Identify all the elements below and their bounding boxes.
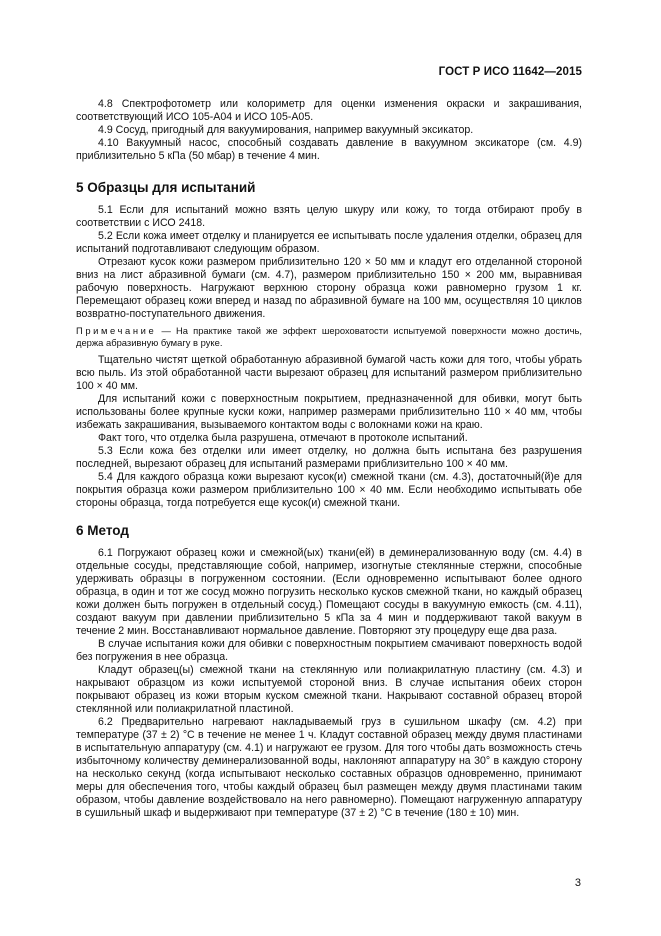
paragraph-5-2-a: Отрезают кусок кожи размером приблизительно 120 × 50 мм и кладут его отделанной стороной вниз на лист абразивной бумаги (см. 4.7), размером приблизительно 150 × 200 мм, выравнивая рабочую поверхность. Нагружают верхнюю сторону образца кожи равномерно грузом 1 кг. Перемещают образец кожи вперед и назад по абразивной бумаге на 100 мм, осуществляя 10 циклов возвратно-поступательного движения. [76, 256, 582, 320]
page-number: 3 [574, 877, 581, 889]
paragraph-5-2-d: Факт того, что отделка была разрушена, отмечают в протоколе испытаний. [98, 432, 468, 444]
paragraph-6-1-b: Кладут образец(ы) смежной ткани на стеклянную или полиакрилатную пластину (см. 4.3) и накрывают образцом из кожи испытуемой стороной вниз. В случае испытания обеих сторон покрывают образец из кожи вторым куском смежной ткани. Накрывают составной образец второй стеклянной или полиакрилатной пластиной. [76, 664, 582, 715]
paragraph-4-8: 4.8 Спектрофотометр или колориметр для оценки изменения окраски и закрашивания, соответствующий ИСО 105-A04 и ИСО 105-A05. [76, 98, 582, 123]
note [76, 325, 582, 349]
paragraph-6-2: 6.2 Предварительно нагревают накладываемый груз в сушильном шкафу (см. 4.2) при температуре (37 ± 2) °C в течение не менее 1 ч. Кладут составной образец между двумя пластинами в испытательную аппаратуру (см. 4.1) и нагружают ее грузом. Для того чтобы дать возможность стечь избыточному количеству деминерализованной воды, наклоняют аппаратуру на 30° в каждую сторону на несколько секунд (когда испытывают несколько составных образцов одновременно, принимают меры для обеспечения того, чтобы каждый образец был размещен между двумя пластинами таким образом, чтобы давление воздействовало на него равномерно). Помещают нагруженную аппаратуру в сушильный шкаф и выдерживают при температуре (37 ± 2) °C в течение (180 ± 10) мин. [76, 716, 582, 819]
paragraph-5-1: 5.1 Если для испытаний можно взять целую шкуру или кожу, то тогда отбирают пробу в соответствии с ИСО 2418. [76, 204, 582, 229]
paragraph-6-1-a: В случае испытания кожи для обивки с поверхностным покрытием смачивают поверхность водой без погружения в нее образца. [76, 638, 582, 663]
paragraph-5-3: 5.3 Если кожа без отделки или имеет отделку, но должна быть испытана без разрушения последней, вырезают образец для испытаний размерами приблизительно 100 × 40 мм. [76, 445, 582, 470]
section-5-heading: 5 Образцы для испытаний [76, 180, 256, 195]
document-body [76, 98, 582, 820]
paragraph-5-4: 5.4 Для каждого образца кожи вырезают кусок(и) смежной ткани (см. 4.3), достаточный(й)е для покрытия образца кожи размером приблизительно 100 × 40 мм. Если необходимо испытывать обе стороны образца, тогда потребуется еще кусок(и) смежной ткани. [76, 471, 582, 509]
note-text: — На практике такой же эффект шероховатости испытуемой поверхности можно достичь, держа абразивную бумагу в руке. [76, 325, 582, 348]
paragraph-4-9: 4.9 Сосуд, пригодный для вакуумирования, например вакуумный эксикатор. [98, 124, 474, 136]
paragraph-4-10: 4.10 Вакуумный насос, способный создавать давление в вакуумном эксикаторе (см. 4.9) приблизительно 5 кПа (50 мбар) в течение 4 мин. [76, 137, 582, 162]
section-6-heading: 6 Метод [76, 523, 129, 538]
paragraph-5-2-c: Для испытаний кожи с поверхностным покрытием, предназначенной для обивки, могут быть использованы более крупные куски кожи, например размерами приблизительно 110 × 40 мм, чтобы избежать закрашивания, вызываемого контактом воды с волокнами кожи на краю. [76, 393, 582, 431]
paragraph-5-2: 5.2 Если кожа имеет отделку и планируется ее испытывать после удаления отделки, образец для испытаний подготавливают следующим образом. [76, 230, 582, 255]
note-label: Примечание [76, 325, 157, 336]
paragraph-6-1: 6.1 Погружают образец кожи и смежной(ых) ткани(ей) в деминерализованную воду (см. 4.4) в отдельные сосуды, представляющие собой, например, изогнутые стеклянные стержни, способные удерживать образцы в погруженном состоянии. (Если одновременно испытывают более одного образца, в один и тот же сосуд можно погрузить несколько кусков смежной ткани, но каждый образец кожи должен быть погружен в отдельный сосуд.) Помещают сосуды в вакуумную емкость (см. 4.11), создают вакуум при давлении приблизительно 5 кПа за 4 мин и поддерживают такой вакуум в течение 2 мин. Восстанавливают нормальное давление. Повторяют эту процедуру еще два раза. [76, 547, 582, 637]
document-header: ГОСТ Р ИСО 11642—2015 [438, 66, 582, 78]
paragraph-5-2-b: Тщательно чистят щеткой обработанную абразивной бумагой часть кожи для того, чтобы убрать всю пыль. Из этой обработанной части вырезают образец для испытаний размером приблизительно 100 × 40 мм. [76, 354, 582, 392]
